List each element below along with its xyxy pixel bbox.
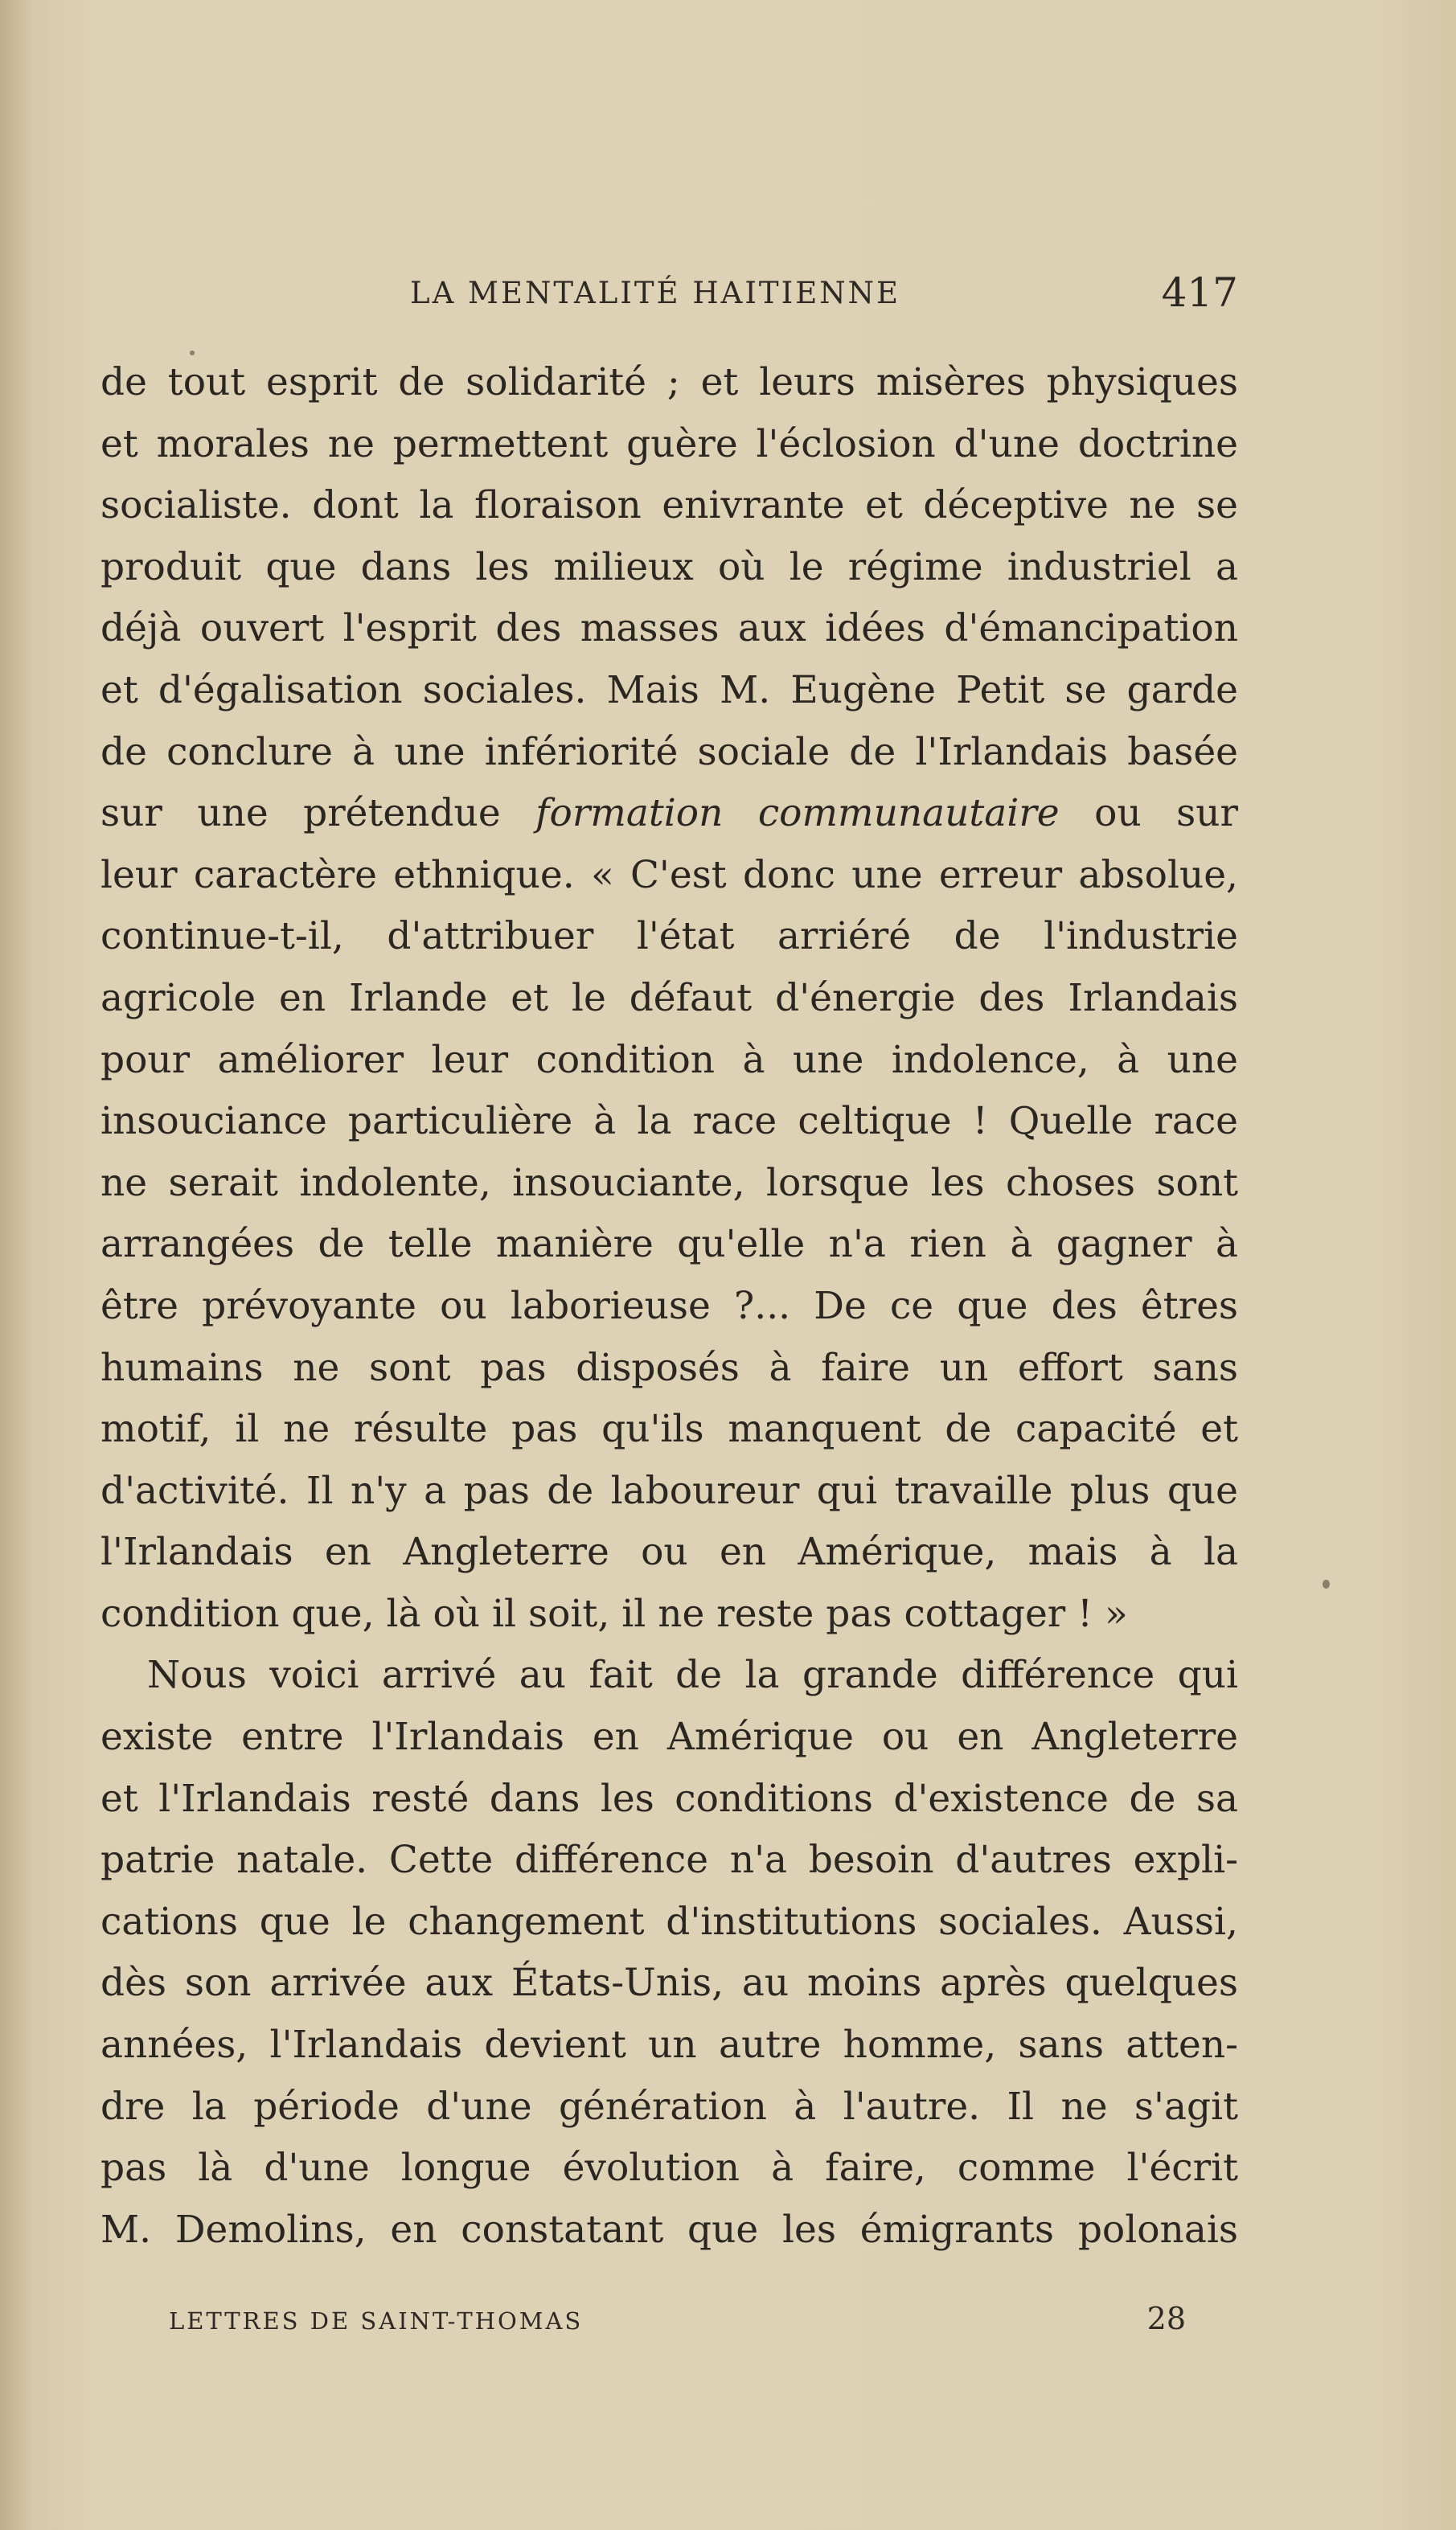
text-line-mixed [100, 783, 1238, 845]
text-line: leur caractère ethnique. « C'est donc une erreur absolue, [100, 852, 1238, 897]
body-text [100, 352, 1238, 2261]
text-line: M. Demolins, en constatant que les émigrants polonais [100, 2207, 1238, 2252]
italic-phrase: formation communautaire [535, 791, 1060, 836]
text-line: et d'égalisation sociales. Mais M. Eugène Petit se garde [100, 667, 1238, 712]
paper-speck [1323, 1580, 1330, 1589]
text-line: socialiste. dont la floraison enivrante et déceptive ne se [100, 483, 1238, 528]
page-number: 417 [1161, 269, 1238, 316]
text-line: pas là d'une longue évolution à faire, comme l'écrit [100, 2146, 1238, 2191]
text-line: insouciance particulière à la race celtique ! Quelle race [100, 1099, 1238, 1144]
text-line: de conclure à une infériorité sociale de l'Irlandais basée [100, 729, 1238, 774]
text-run: sur une prétendue [100, 791, 501, 836]
paper-speck [190, 351, 195, 355]
text-line: patrie natale. Cette différence n'a besoin d'autres expli- [100, 1838, 1238, 1883]
text-line: d'activité. Il n'y a pas de laboureur qui travaille plus que [100, 1468, 1238, 1513]
text-line: déjà ouvert l'esprit des masses aux idées d'émancipation [100, 606, 1238, 651]
signature-mark: LETTRES DE SAINT-THOMAS [169, 2307, 584, 2335]
text-line: condition que, là où il soit, il ne reste pas cottager ! » [100, 1591, 1128, 1636]
text-line: être prévoyante ou laborieuse ?... De ce que des êtres [100, 1283, 1238, 1328]
text-line: ne serait indolente, insouciante, lorsque les choses sont [100, 1160, 1238, 1205]
page-footer [169, 2301, 1186, 2348]
text-line: années, l'Irlandais devient un autre homme, sans atten- [100, 2023, 1238, 2068]
running-title: LA MENTALITÉ HAITIENNE [410, 276, 900, 310]
sheet-number: 28 [1146, 2301, 1186, 2336]
text-line: et morales ne permettent guère l'éclosion d'une doctrine [100, 421, 1238, 466]
text-line: l'Irlandais en Angleterre ou en Amérique, mais à la [100, 1530, 1238, 1575]
text-line: existe entre l'Irlandais en Amérique ou en Angleterre [100, 1715, 1238, 1760]
text-line: agricole en Irlande et le défaut d'énergie des Irlandais [100, 975, 1238, 1020]
text-run: ou sur [1094, 791, 1238, 836]
text-line: motif, il ne résulte pas qu'ils manquent de capacité et [100, 1407, 1238, 1452]
text-line: et l'Irlandais resté dans les conditions d'existence de sa [100, 1776, 1238, 1821]
text-line: dès son arrivée aux États-Unis, au moins après quelques [100, 1961, 1238, 2006]
text-line: humains ne sont pas disposés à faire un effort sans [100, 1345, 1238, 1390]
text-line: cations que le changement d'institutions sociales. Aussi, [100, 1899, 1238, 1944]
running-header [100, 269, 1238, 318]
text-line: dre la période d'une génération à l'autre. Il ne s'agit [100, 2084, 1238, 2129]
text-line: continue-t-il, d'attribuer l'état arriéré de l'industrie [100, 914, 1238, 959]
text-line: produit que dans les milieux où le régime industriel a [100, 544, 1238, 589]
paragraph-start-line: Nous voici arrivé au fait de la grande différence qui [147, 1653, 1238, 1698]
text-line: de tout esprit de solidarité ; et leurs misères physiques [100, 360, 1238, 404]
text-line: pour améliorer leur condition à une indolence, à une [100, 1037, 1238, 1082]
text-line: arrangées de telle manière qu'elle n'a rien à gagner à [100, 1222, 1238, 1267]
